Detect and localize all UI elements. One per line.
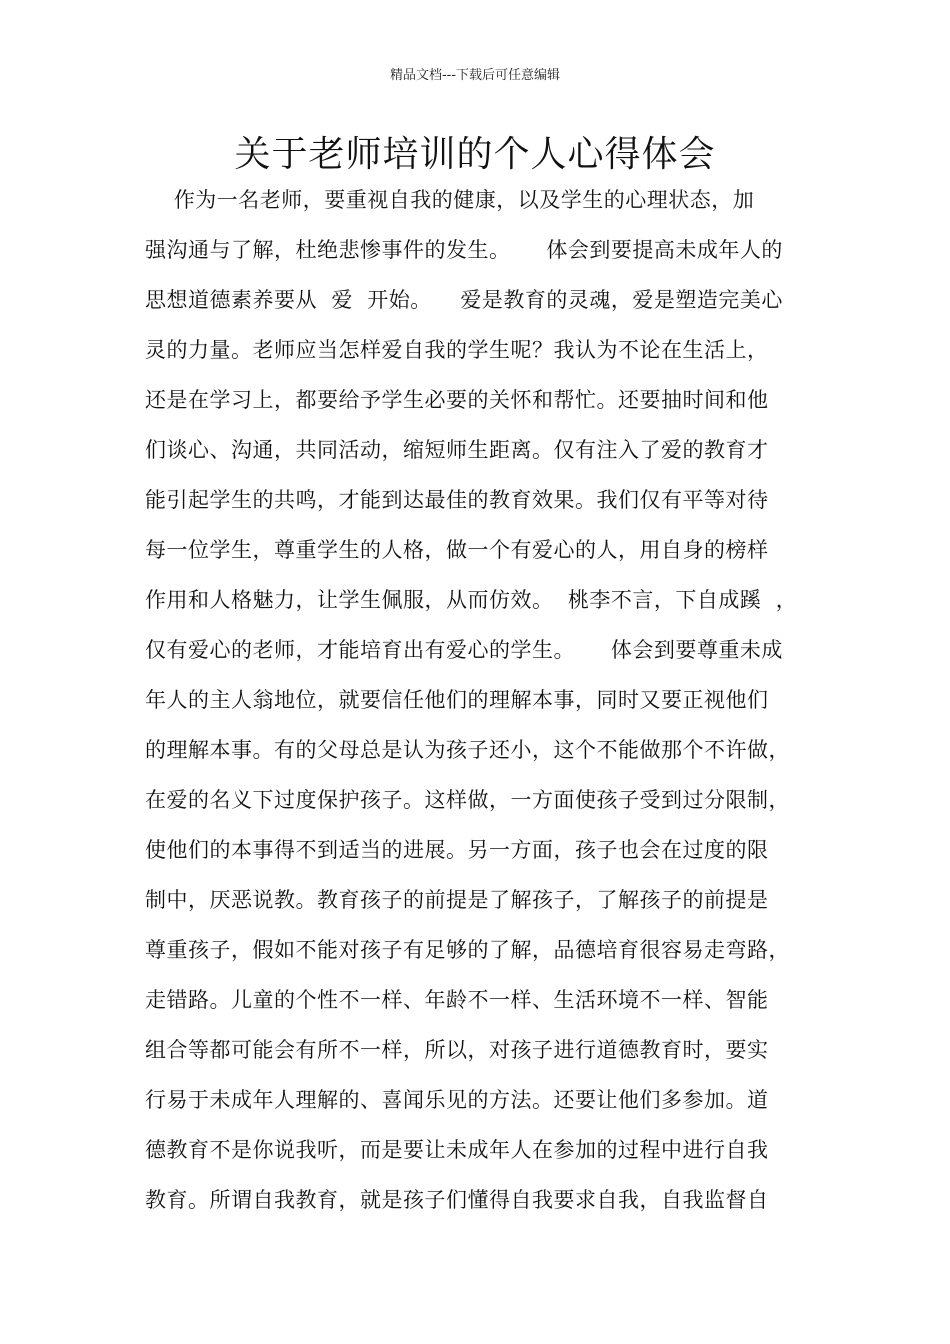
body-line: 的理解本事。有的父母总是认为孩子还小，这个不能做那个不许做， xyxy=(145,738,790,762)
body-line: 在爱的名义下过度保护孩子。这样做，一方面使孩子受到过分限制， xyxy=(145,788,790,812)
body-line: 年人的主人翁地位，就要信任他们的理解本事，同时又要正视他们 xyxy=(145,688,769,712)
body-line: 能引起学生的共鸣，才能到达最佳的教育效果。我们仅有平等对待 xyxy=(145,488,769,512)
body-line: 使他们的本事得不到适当的进展。另一方面，孩子也会在过度的限 xyxy=(145,838,769,862)
document-title: 关于老师培训的个人心得体会 xyxy=(234,134,716,175)
body-line: 组合等都可能会有所不一样，所以，对孩子进行道德教育时，要实 xyxy=(145,1038,769,1062)
body-line: 灵的力量。老师应当怎样爱自我的学生呢？我认为不论在生活上， xyxy=(145,338,769,362)
body-line: 强沟通与了解，杜绝悲惨事件的发生。 体会到要提高未成年人的 xyxy=(145,238,783,262)
body-line: 制中，厌恶说教。教育孩子的前提是了解孩子，了解孩子的前提是 xyxy=(145,888,769,912)
body-line: 作用和人格魅力，让学生佩服，从而仿效。 桃李不言，下自成蹊 ， xyxy=(145,588,798,612)
body-line: 教育。所谓自我教育，就是孩子们懂得自我要求自我，自我监督自 xyxy=(145,1188,769,1212)
body-line: 作为一名老师，要重视自我的健康，以及学生的心理状态，加 xyxy=(145,188,755,212)
body-line: 每一位学生，尊重学生的人格，做一个有爱心的人，用自身的榜样 xyxy=(145,538,769,562)
page-header: 精品文档---下载后可任意编辑 xyxy=(389,68,561,83)
body-line: 尊重孩子，假如不能对孩子有足够的了解，品德培育很容易走弯路， xyxy=(145,938,790,962)
body-line: 仅有爱心的老师，才能培育出有爱心的学生。 体会到要尊重未成 xyxy=(145,638,783,662)
body-line: 们谈心、沟通，共同活动，缩短师生距离。仅有注入了爱的教育才 xyxy=(145,438,769,462)
body-line: 行易于未成年人理解的、喜闻乐见的方法。还要让他们多参加。道 xyxy=(145,1088,769,1112)
body-line: 走错路。儿童的个性不一样、年龄不一样、生活环境不一样、智能 xyxy=(145,988,769,1012)
body-line: 德教育不是你说我听，而是要让未成年人在参加的过程中进行自我 xyxy=(145,1138,769,1162)
body-line: 思想道德素养要从 爱 开始。 爱是教育的灵魂，爱是塑造完美心 xyxy=(145,288,783,312)
body-line: 还是在学习上，都要给予学生必要的关怀和帮忙。还要抽时间和他 xyxy=(145,388,769,412)
